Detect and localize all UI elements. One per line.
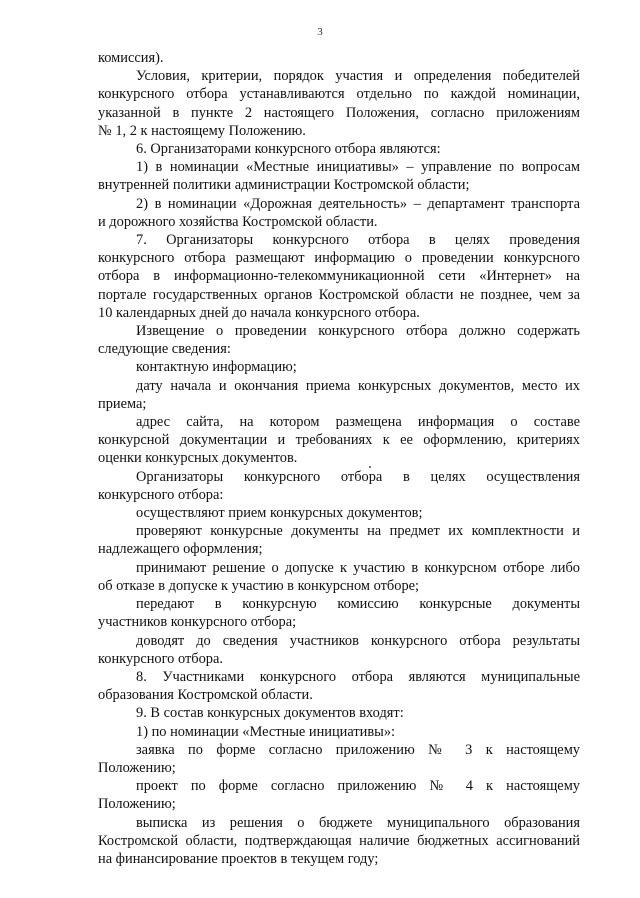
text-line: оценки конкурсных документов.: [98, 450, 298, 467]
paragraph: [98, 504, 580, 522]
text-line: конкурсной документации и требованиях к ее оформлению, критериях: [98, 432, 580, 449]
paragraph: [98, 814, 580, 869]
text-line: проверяют конкурсные документы на предмет их комплектности и: [136, 523, 580, 540]
paragraph: [98, 158, 580, 194]
text-line: надлежащего оформления;: [98, 541, 263, 558]
text-line: участников конкурсного отбора;: [98, 614, 297, 631]
text-line: принимают решение о допуске к участию в конкурсном отборе либо: [136, 559, 580, 576]
paragraph: [98, 632, 580, 668]
paragraph: [98, 377, 580, 413]
text-line: Извещение о проведении конкурсного отбора должно содержать: [136, 323, 580, 340]
text-line: 2) в номинации «Дорожная деятельность» – департамент транспорта: [136, 195, 580, 212]
paragraph: [98, 140, 580, 158]
text-line: комиссия).: [98, 50, 164, 66]
paragraph: [98, 668, 580, 704]
text-line: Костромской области, подтверждающая наличие бюджетных ассигнований: [98, 832, 580, 849]
text-line: 6. Организаторами конкурсного отбора являются:: [136, 141, 441, 158]
text-line: 1) по номинации «Местные инициативы»:: [136, 723, 396, 740]
text-line: 9. В состав конкурсных документов входят:: [136, 705, 404, 722]
text-line: Организаторы конкурсного отбора в целях осуществления: [136, 468, 580, 485]
paragraph: [98, 777, 580, 813]
document-body: [98, 49, 580, 868]
text-line: приема;: [98, 395, 147, 412]
paragraph: [98, 67, 580, 140]
paragraph: [98, 49, 580, 67]
paragraph: [98, 468, 580, 504]
text-line: адрес сайта, на котором размещена информация о составе: [136, 414, 580, 431]
text-line: выписка из решения о бюджете муниципального образования: [136, 814, 580, 831]
paragraph: [98, 322, 580, 358]
text-line: контактную информацию;: [136, 359, 297, 376]
text-line: внутренней политики администрации Костромской области;: [98, 177, 470, 194]
page-number: 3: [317, 26, 323, 38]
text-line: дату начала и окончания приема конкурсных документов, место их: [136, 377, 580, 394]
paragraph: [98, 358, 580, 376]
paragraph: [98, 195, 580, 231]
text-line: указанной в пункте 2 настоящего Положения, согласно приложениям: [98, 104, 580, 121]
paragraph: [98, 231, 580, 322]
text-line: конкурсного отбора.: [98, 650, 223, 667]
paragraph: [98, 522, 580, 558]
text-line: 1) в номинации «Местные инициативы» – управление по вопросам: [136, 159, 580, 176]
text-line: Положению;: [98, 796, 176, 813]
text-line: на финансирование проектов в текущем году;: [98, 850, 379, 867]
paragraph: [98, 723, 580, 741]
text-line: отбора в информационно-телекоммуникационной сети «Интернет» на: [98, 268, 580, 285]
text-line: 8. Участниками конкурсного отбора являются муниципальные: [136, 668, 580, 685]
scan-speck: [369, 466, 371, 468]
paragraph: [98, 413, 580, 468]
text-line: образования Костромской области.: [98, 687, 313, 704]
text-line: и дорожного хозяйства Костромской области.: [98, 213, 378, 230]
text-line: доводят до сведения участников конкурсного отбора результаты: [136, 632, 580, 649]
text-line: заявка по форме согласно приложению № 3 к настоящему: [136, 741, 580, 758]
text-line: об отказе в допуске к участию в конкурсном отборе;: [98, 577, 420, 594]
paragraph: [98, 595, 580, 631]
text-line: передают в конкурсную комиссию конкурсные документы: [136, 596, 580, 613]
text-line: Положению;: [98, 759, 176, 776]
text-line: проект по форме согласно приложению № 4 к настоящему: [136, 778, 580, 795]
text-line: портале государственных органов Костромской области не позднее, чем за: [98, 286, 580, 303]
text-line: осуществляют прием конкурсных документов;: [136, 505, 423, 522]
text-line: следующие сведения:: [98, 341, 231, 358]
text-line: 7. Организаторы конкурсного отбора в целях проведения: [136, 232, 580, 249]
paragraph: [98, 559, 580, 595]
text-line: 10 календарных дней до начала конкурсного отбора.: [98, 304, 420, 321]
text-line: № 1, 2 к настоящему Положению.: [98, 122, 306, 139]
text-line: конкурсного отбора:: [98, 486, 224, 503]
paragraph: [98, 741, 580, 777]
paragraph: [98, 704, 580, 722]
text-line: конкурсного отбора устанавливаются отдельно по каждой номинации,: [98, 86, 580, 103]
text-line: конкурсного отбора размещают информацию о проведении конкурсного: [98, 250, 580, 267]
text-line: Условия, критерии, порядок участия и определения победителей: [136, 68, 580, 85]
